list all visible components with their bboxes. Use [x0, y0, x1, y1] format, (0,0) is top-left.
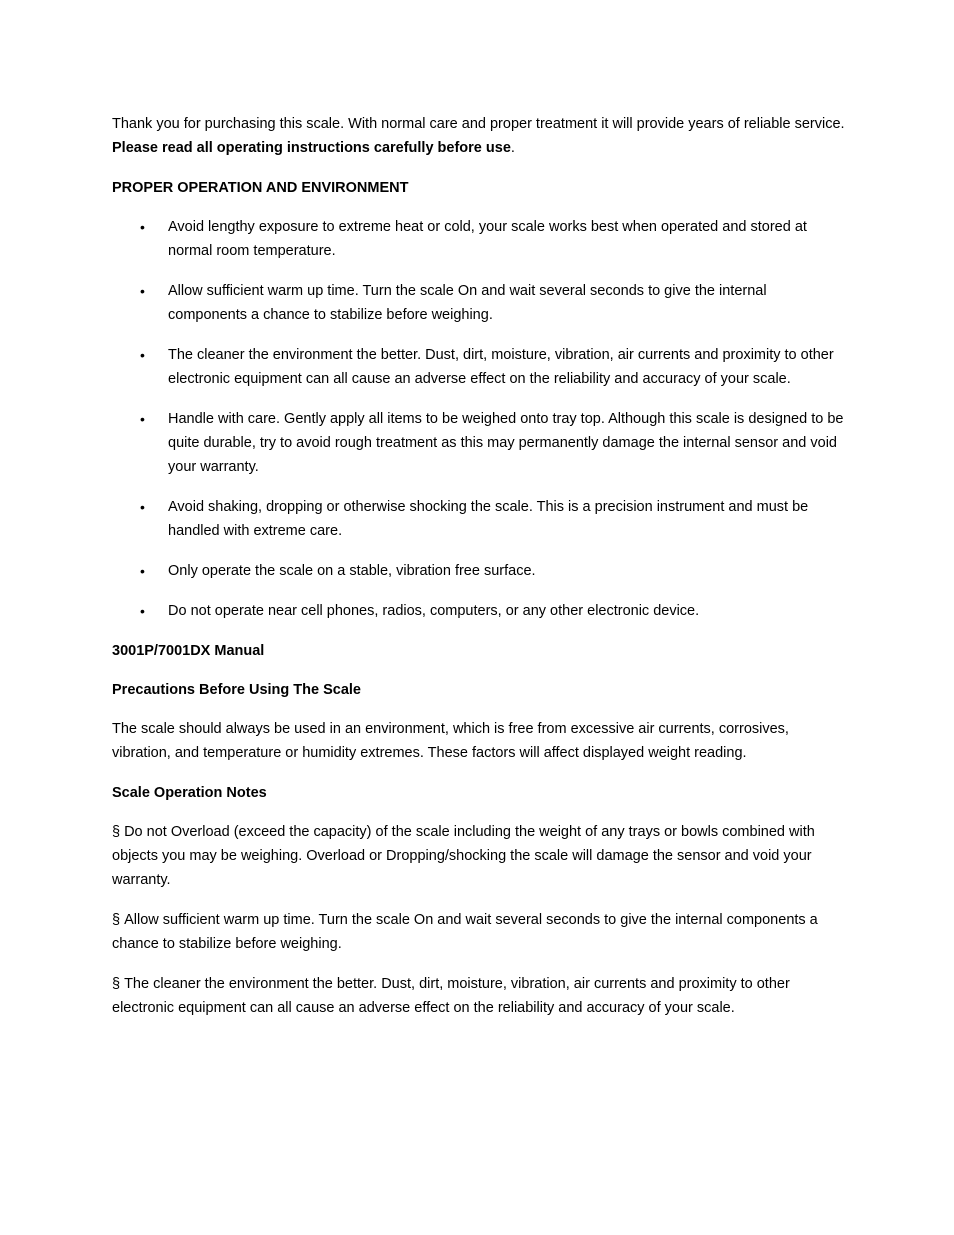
bullet-icon: • — [140, 411, 145, 427]
note-paragraph — [112, 820, 848, 892]
intro-text: Thank you for purchasing this scale. With normal care and proper treatment it will provide years of reliable service. — [112, 116, 845, 132]
list-item-text: Only operate the scale on a stable, vibration free surface. — [168, 563, 536, 579]
bullet-icon: • — [140, 603, 145, 619]
list-item-text: Avoid shaking, dropping or otherwise shocking the scale. This is a precision instrument and must be handled with extreme care. — [168, 499, 809, 539]
document-page — [112, 112, 848, 1036]
note-text: The cleaner the environment the better. Dust, dirt, moisture, vibration, air currents and proximity to other electronic equipment can all cause an adverse effect on the reliability and accuracy of your scale. — [112, 976, 790, 1016]
section-mark-icon: § — [112, 824, 121, 840]
list-item-text: Handle with care. Gently apply all items to be weighed onto tray top. Although this scale is designed to be quite durable, try to avoid rough treatment as this may permanently damage the internal sensor and void your warranty. — [168, 411, 844, 475]
intro-end: . — [510, 140, 515, 156]
list-item — [112, 407, 848, 479]
bullet-icon: • — [140, 563, 145, 579]
list-item — [112, 279, 848, 327]
section-heading-operation: PROPER OPERATION AND ENVIRONMENT — [112, 180, 409, 196]
section-heading-notes: Scale Operation Notes — [112, 785, 267, 801]
precautions-paragraph: The scale should always be used in an environment, which is free from excessive air currents, corrosives, vibration, and temperature or humidity extremes. These factors will affect displayed weight reading. — [112, 721, 789, 761]
list-item-text: The cleaner the environment the better. Dust, dirt, moisture, vibration, air currents and proximity to other electronic equipment can all cause an adverse effect on the reliability and accuracy of your scale. — [168, 347, 834, 387]
note-paragraph — [112, 908, 848, 956]
bullet-icon: • — [140, 499, 145, 515]
list-item-text: Avoid lengthy exposure to extreme heat or cold, your scale works best when operated and stored at normal room temperature. — [168, 219, 807, 259]
bullet-icon: • — [140, 283, 145, 299]
list-item — [112, 495, 848, 543]
list-item — [112, 215, 848, 263]
list-item — [112, 599, 848, 623]
list-item-text: Allow sufficient warm up time. Turn the scale On and wait several seconds to give the internal components a chance to stabilize before weighing. — [168, 283, 767, 323]
list-item-text: Do not operate near cell phones, radios, computers, or any other electronic device. — [168, 603, 700, 619]
list-item — [112, 343, 848, 391]
intro-paragraph — [112, 112, 848, 160]
operation-bullet-list — [112, 215, 848, 623]
section-mark-icon: § — [112, 976, 121, 992]
note-paragraph — [112, 972, 848, 1020]
manual-title: 3001P/7001DX Manual — [112, 643, 265, 659]
section-heading-precautions: Precautions Before Using The Scale — [112, 682, 361, 698]
bullet-icon: • — [140, 347, 145, 363]
note-text: Do not Overload (exceed the capacity) of the scale including the weight of any trays or bowls combined with objects you may be weighing. Overload or Dropping/shocking the scale will damage the sensor and void your warranty. — [112, 824, 815, 888]
bullet-icon: • — [140, 219, 145, 235]
intro-bold-instruction: Please read all operating instructions carefully before use — [112, 140, 511, 156]
note-text: Allow sufficient warm up time. Turn the scale On and wait several seconds to give the internal components a chance to stabilize before weighing. — [112, 912, 818, 952]
list-item — [112, 559, 848, 583]
section-mark-icon: § — [112, 912, 121, 928]
